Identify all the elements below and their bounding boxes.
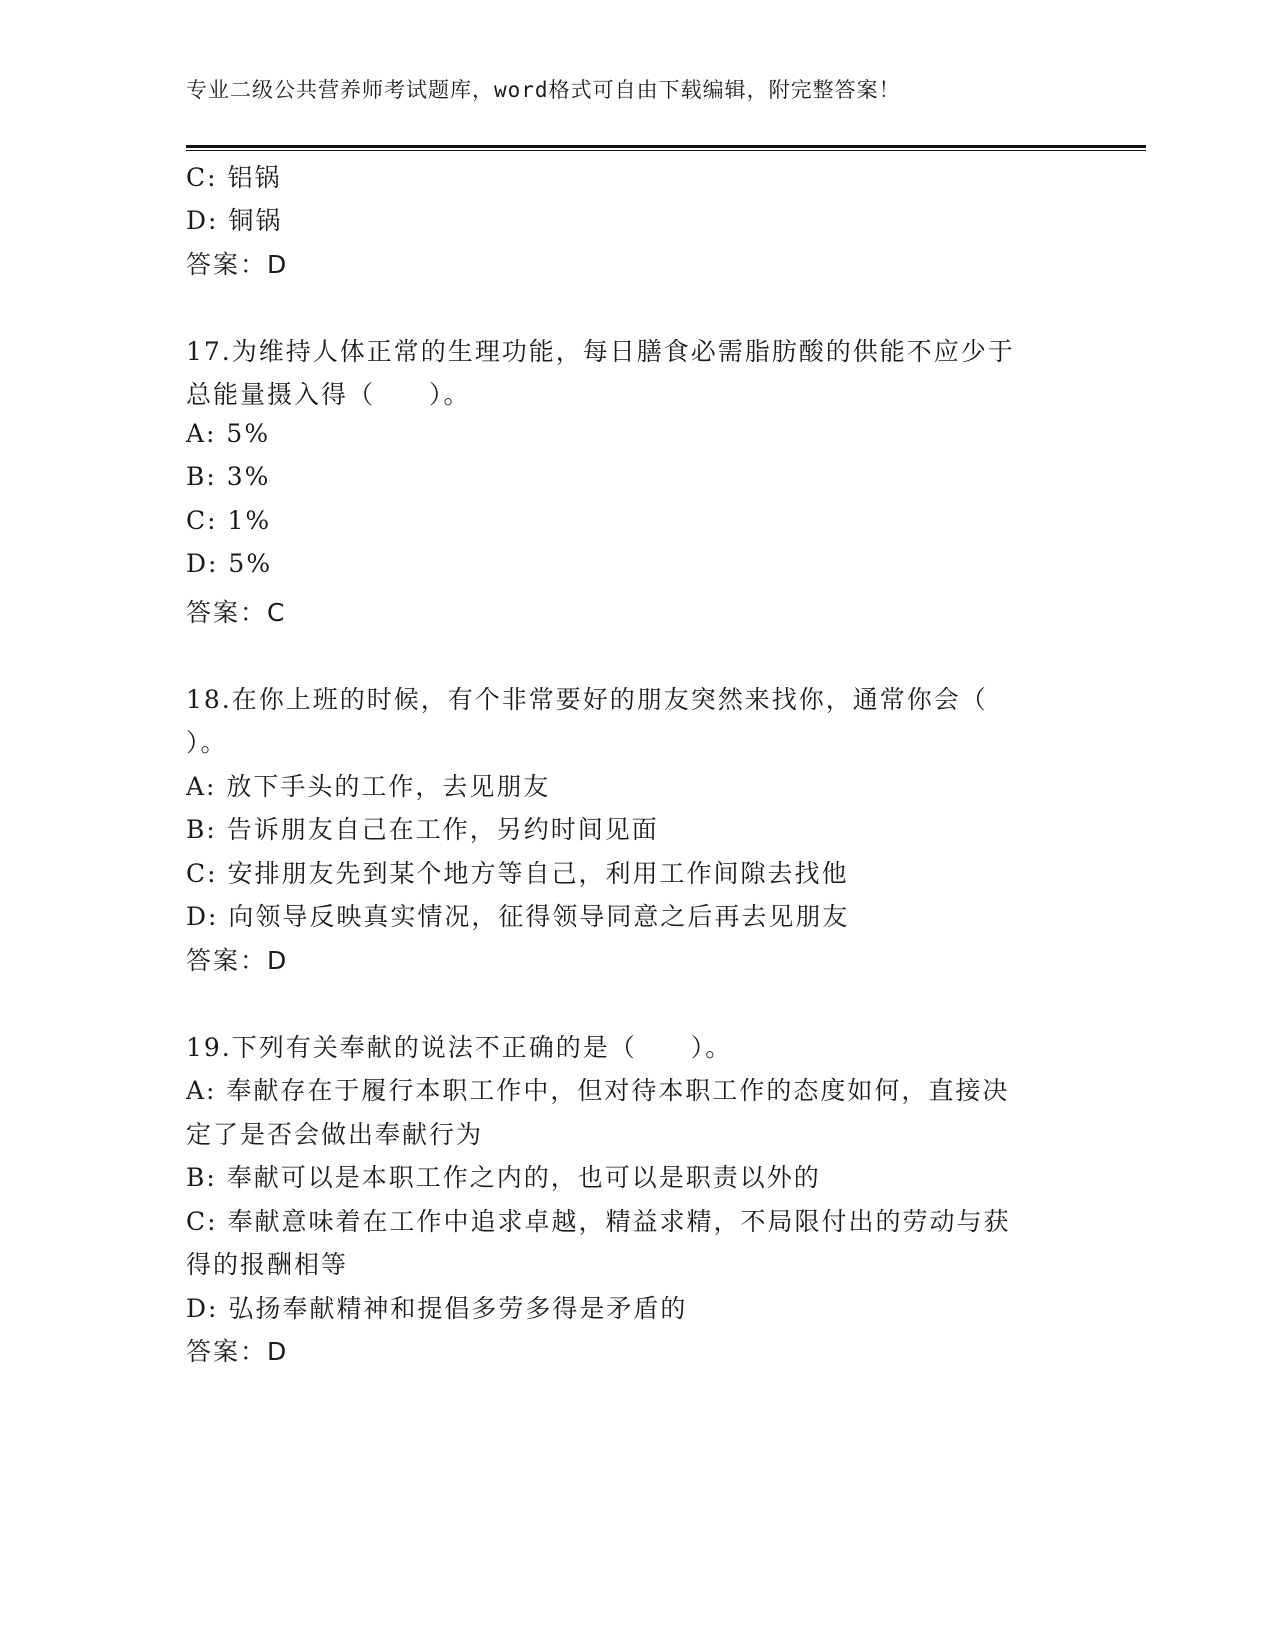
question-17-line1: 17.为维持人体正常的生理功能，每日膳食必需脂肪酸的供能不应少于	[186, 337, 1015, 366]
option-c-18: C: 安排朋友先到某个地方等自己，利用工作间隙去找他	[186, 859, 849, 888]
question-19: 19.下列有关奉献的说法不正确的是（ ）。	[186, 1033, 733, 1062]
question-17-line2: 总能量摄入得（ ）。	[186, 380, 471, 409]
question-18-line1: 18.在你上班的时候，有个非常要好的朋友突然来找你，通常你会（	[186, 685, 988, 714]
option-c-16: C: 铝锅	[186, 163, 282, 192]
page-header: 专业二级公共营养师考试题库，word格式可自由下载编辑，附完整答案！	[186, 78, 901, 102]
option-a-18: A: 放下手头的工作，去见朋友	[186, 772, 551, 801]
answer-17: 答案：C	[186, 598, 287, 627]
option-b-17: B: 3%	[186, 462, 271, 491]
option-c-19-line2: 得的报酬相等	[186, 1250, 349, 1279]
header-rule-thin	[186, 150, 1146, 151]
option-c-19-line1: C: 奉献意味着在工作中追求卓越，精益求精，不局限付出的劳动与获	[186, 1207, 1011, 1236]
option-d-17: D: 5%	[186, 549, 273, 578]
option-a-19-line2: 定了是否会做出奉献行为	[186, 1120, 484, 1149]
option-b-19: B: 奉献可以是本职工作之内的，也可以是职责以外的	[186, 1163, 821, 1192]
option-d-18: D: 向领导反映真实情况，征得领导同意之后再去见朋友	[186, 902, 850, 931]
option-a-17: A: 5%	[186, 419, 271, 448]
option-b-18: B: 告诉朋友自己在工作，另约时间见面	[186, 815, 659, 844]
answer-19: 答案：D	[186, 1337, 289, 1366]
question-18-line2: ）。	[186, 728, 228, 757]
answer-18: 答案：D	[186, 946, 289, 975]
answer-16: 答案：D	[186, 250, 289, 279]
header-rule-thick	[186, 145, 1146, 148]
option-c-17: C: 1%	[186, 506, 272, 535]
option-d-19: D: 弘扬奉献精神和提倡多劳多得是矛盾的	[186, 1294, 688, 1323]
option-a-19-line1: A: 奉献存在于履行本职工作中，但对待本职工作的态度如何，直接决	[186, 1076, 1010, 1105]
option-d-16: D: 铜锅	[186, 206, 283, 235]
